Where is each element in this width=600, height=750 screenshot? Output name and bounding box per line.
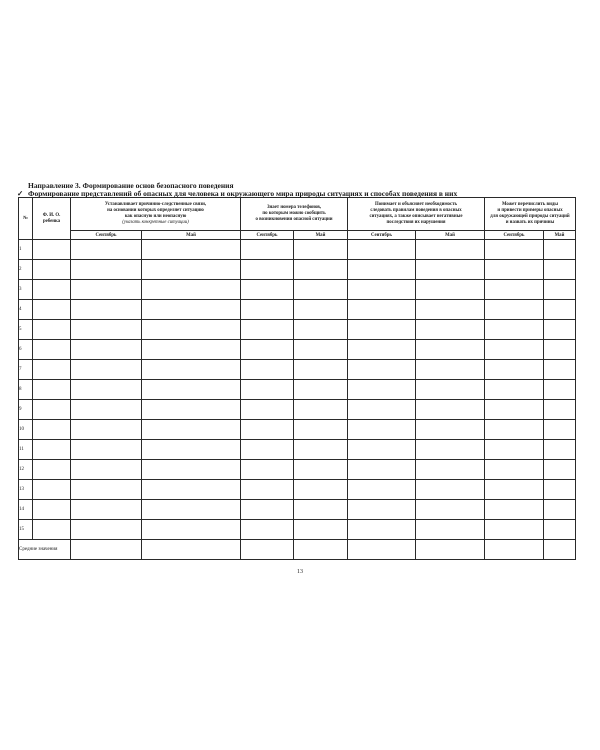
- score-cell[interactable]: [544, 420, 576, 440]
- criterion3-line2: следовать правилам поведения в опасных: [370, 208, 462, 213]
- score-cell[interactable]: [294, 460, 348, 480]
- score-cell[interactable]: [71, 340, 142, 360]
- score-cell[interactable]: [544, 320, 576, 340]
- score-cell[interactable]: [348, 280, 416, 300]
- score-cell[interactable]: [348, 340, 416, 360]
- score-cell[interactable]: [142, 380, 241, 400]
- table-row: [19, 380, 576, 400]
- score-cell[interactable]: [348, 300, 416, 320]
- score-cell[interactable]: [294, 500, 348, 520]
- score-cell[interactable]: [142, 340, 241, 360]
- average-cell[interactable]: [71, 540, 142, 560]
- score-cell[interactable]: [241, 280, 294, 300]
- child-name-cell[interactable]: [33, 480, 71, 500]
- table-row: [19, 420, 576, 440]
- score-cell[interactable]: [348, 380, 416, 400]
- row-number: 1: [19, 240, 33, 260]
- table-row: [19, 300, 576, 320]
- checkmark-icon: ✓: [17, 189, 24, 198]
- subheader-c3-september: Сентябрь: [348, 231, 416, 240]
- score-cell[interactable]: [241, 500, 294, 520]
- score-cell[interactable]: [71, 240, 142, 260]
- score-cell[interactable]: [485, 260, 544, 280]
- score-cell[interactable]: [241, 420, 294, 440]
- score-cell[interactable]: [348, 480, 416, 500]
- score-cell[interactable]: [71, 460, 142, 480]
- score-cell[interactable]: [485, 460, 544, 480]
- score-cell[interactable]: [544, 340, 576, 360]
- criterion2-line3: о возникновении опасной ситуации: [255, 217, 333, 222]
- criterion1-line1: Устанавливает причинно-следственные связи,: [104, 202, 207, 207]
- score-cell[interactable]: [485, 500, 544, 520]
- criterion2-line1: Знает номера телефонов,: [266, 205, 322, 210]
- score-cell[interactable]: [544, 280, 576, 300]
- child-name-cell[interactable]: [33, 420, 71, 440]
- score-cell[interactable]: [241, 240, 294, 260]
- row-number: 9: [19, 400, 33, 420]
- table-row: [19, 280, 576, 300]
- score-cell[interactable]: [348, 520, 416, 540]
- score-cell[interactable]: [544, 360, 576, 380]
- score-cell[interactable]: [544, 500, 576, 520]
- average-cell[interactable]: [294, 540, 348, 560]
- header-criterion-4: [485, 198, 576, 231]
- child-name-cell[interactable]: [33, 500, 71, 520]
- criterion2-line2: по которым можно сообщить: [262, 211, 326, 216]
- table-row: [19, 360, 576, 380]
- score-cell[interactable]: [71, 400, 142, 420]
- criterion1-line3: как опасную или неопасную: [124, 214, 187, 219]
- score-cell[interactable]: [544, 380, 576, 400]
- score-cell[interactable]: [294, 340, 348, 360]
- assessment-table: [18, 197, 576, 560]
- score-cell[interactable]: [71, 300, 142, 320]
- subheader-c1-may: Май: [142, 231, 241, 240]
- score-cell[interactable]: [294, 420, 348, 440]
- section-direction-heading: Направление 3. Формирование основ безопасного поведения: [28, 181, 234, 190]
- table-row: [19, 500, 576, 520]
- score-cell[interactable]: [416, 420, 485, 440]
- child-name-cell[interactable]: [33, 440, 71, 460]
- child-name-cell[interactable]: [33, 280, 71, 300]
- table-row: [19, 520, 576, 540]
- score-cell[interactable]: [416, 260, 485, 280]
- table-body: [19, 240, 576, 560]
- criterion3-line4: последствия их нарушения: [386, 220, 446, 225]
- score-cell[interactable]: [241, 260, 294, 280]
- score-cell[interactable]: [544, 480, 576, 500]
- table-row: [19, 340, 576, 360]
- header-child-name: [33, 198, 71, 240]
- row-number: 7: [19, 360, 33, 380]
- score-cell[interactable]: [294, 360, 348, 380]
- score-cell[interactable]: [485, 300, 544, 320]
- score-cell[interactable]: [241, 400, 294, 420]
- row-number: 5: [19, 320, 33, 340]
- score-cell[interactable]: [348, 460, 416, 480]
- score-cell[interactable]: [241, 380, 294, 400]
- row-number: 11: [19, 440, 33, 460]
- score-cell[interactable]: [485, 280, 544, 300]
- criterion1-line2: на основании которых определяет ситуацию: [107, 208, 204, 213]
- score-cell[interactable]: [485, 400, 544, 420]
- header-criterion-2: [241, 198, 348, 231]
- score-cell[interactable]: [241, 520, 294, 540]
- score-cell[interactable]: [416, 360, 485, 380]
- row-number: 3: [19, 280, 33, 300]
- table-row: [19, 460, 576, 480]
- score-cell[interactable]: [416, 520, 485, 540]
- score-cell[interactable]: [294, 520, 348, 540]
- score-cell[interactable]: [294, 380, 348, 400]
- criterion3-line1: Понимает и объясняет необходимость: [375, 202, 457, 207]
- score-cell[interactable]: [71, 320, 142, 340]
- score-cell[interactable]: [544, 520, 576, 540]
- score-cell[interactable]: [348, 400, 416, 420]
- average-cell[interactable]: [485, 540, 544, 560]
- score-cell[interactable]: [416, 320, 485, 340]
- score-cell[interactable]: [142, 480, 241, 500]
- score-cell[interactable]: [142, 360, 241, 380]
- subheader-c4-september: Сентябрь: [485, 231, 544, 240]
- score-cell[interactable]: [294, 400, 348, 420]
- score-cell[interactable]: [348, 240, 416, 260]
- header-criterion-3: [348, 198, 485, 231]
- score-cell[interactable]: [485, 520, 544, 540]
- subheader-c2-may: Май: [294, 231, 348, 240]
- score-cell[interactable]: [142, 500, 241, 520]
- subheader-c1-september: Сентябрь: [71, 231, 142, 240]
- criterion4-line3: для окружающей природы ситуаций: [490, 214, 570, 219]
- score-cell[interactable]: [142, 320, 241, 340]
- subheader-c2-september: Сентябрь: [241, 231, 294, 240]
- child-name-cell[interactable]: [33, 360, 71, 380]
- score-cell[interactable]: [348, 440, 416, 460]
- score-cell[interactable]: [294, 280, 348, 300]
- child-name-cell[interactable]: [33, 320, 71, 340]
- score-cell[interactable]: [416, 480, 485, 500]
- score-cell[interactable]: [142, 400, 241, 420]
- average-cell[interactable]: [544, 540, 576, 560]
- score-cell[interactable]: [544, 460, 576, 480]
- score-cell[interactable]: [485, 320, 544, 340]
- score-cell[interactable]: [544, 400, 576, 420]
- average-cell[interactable]: [142, 540, 241, 560]
- score-cell[interactable]: [241, 300, 294, 320]
- score-cell[interactable]: [241, 360, 294, 380]
- score-cell[interactable]: [71, 440, 142, 460]
- score-cell[interactable]: [241, 460, 294, 480]
- row-number: 12: [19, 460, 33, 480]
- score-cell[interactable]: [294, 480, 348, 500]
- score-cell[interactable]: [142, 260, 241, 280]
- average-cell[interactable]: [416, 540, 485, 560]
- subheader-c3-may: Май: [416, 231, 485, 240]
- criterion4-line1: Может перечислить виды: [501, 202, 559, 207]
- score-cell[interactable]: [485, 360, 544, 380]
- score-cell[interactable]: [294, 300, 348, 320]
- score-cell[interactable]: [485, 480, 544, 500]
- header-criterion-1: [71, 198, 241, 231]
- score-cell[interactable]: [416, 240, 485, 260]
- score-cell[interactable]: [544, 440, 576, 460]
- score-cell[interactable]: [71, 520, 142, 540]
- score-cell[interactable]: [294, 320, 348, 340]
- score-cell[interactable]: [142, 280, 241, 300]
- table-row: [19, 320, 576, 340]
- score-cell[interactable]: [348, 360, 416, 380]
- score-cell[interactable]: [416, 280, 485, 300]
- score-cell[interactable]: [416, 460, 485, 480]
- score-cell[interactable]: [71, 480, 142, 500]
- score-cell[interactable]: [294, 240, 348, 260]
- score-cell[interactable]: [544, 240, 576, 260]
- criterion1-line4: (указать конкретные ситуации): [122, 220, 189, 225]
- score-cell[interactable]: [485, 420, 544, 440]
- score-cell[interactable]: [485, 340, 544, 360]
- score-cell[interactable]: [485, 240, 544, 260]
- row-number: 6: [19, 340, 33, 360]
- score-cell[interactable]: [241, 320, 294, 340]
- score-cell[interactable]: [71, 380, 142, 400]
- score-cell[interactable]: [416, 440, 485, 460]
- table-row: [19, 440, 576, 460]
- row-number: 14: [19, 500, 33, 520]
- average-label: Средние значения: [19, 540, 71, 560]
- table-row: [19, 240, 576, 260]
- average-cell[interactable]: [348, 540, 416, 560]
- score-cell[interactable]: [241, 440, 294, 460]
- score-cell[interactable]: [416, 380, 485, 400]
- score-cell[interactable]: [348, 260, 416, 280]
- score-cell[interactable]: [348, 500, 416, 520]
- score-cell[interactable]: [71, 500, 142, 520]
- score-cell[interactable]: [142, 460, 241, 480]
- score-cell[interactable]: [294, 440, 348, 460]
- row-number: 15: [19, 520, 33, 540]
- row-number: 8: [19, 380, 33, 400]
- score-cell[interactable]: [416, 500, 485, 520]
- table-row: [19, 400, 576, 420]
- child-name-cell[interactable]: [33, 340, 71, 360]
- score-cell[interactable]: [142, 240, 241, 260]
- criterion3-line3: ситуациях, а также описывает негативные: [369, 214, 463, 219]
- table-row: [19, 260, 576, 280]
- table-subheader-row: [19, 231, 576, 240]
- score-cell[interactable]: [348, 420, 416, 440]
- score-cell[interactable]: [142, 420, 241, 440]
- score-cell[interactable]: [142, 520, 241, 540]
- child-name-cell[interactable]: [33, 400, 71, 420]
- score-cell[interactable]: [485, 380, 544, 400]
- score-cell[interactable]: [71, 260, 142, 280]
- score-cell[interactable]: [544, 260, 576, 280]
- score-cell[interactable]: [241, 340, 294, 360]
- page-number: 13: [297, 569, 303, 575]
- score-cell[interactable]: [142, 300, 241, 320]
- child-name-cell[interactable]: [33, 260, 71, 280]
- child-name-cell[interactable]: [33, 460, 71, 480]
- score-cell[interactable]: [485, 440, 544, 460]
- average-row: [19, 540, 576, 560]
- table-header-row: [19, 198, 576, 231]
- row-number: 4: [19, 300, 33, 320]
- header-child-name-line1: Ф. И. О.: [42, 212, 61, 218]
- score-cell[interactable]: [416, 300, 485, 320]
- score-cell[interactable]: [416, 400, 485, 420]
- child-name-cell[interactable]: [33, 240, 71, 260]
- header-number: №: [19, 198, 33, 240]
- child-name-cell[interactable]: [33, 300, 71, 320]
- score-cell[interactable]: [71, 360, 142, 380]
- score-cell[interactable]: [294, 260, 348, 280]
- criterion4-line2: и привести примеры опасных: [497, 208, 563, 213]
- score-cell[interactable]: [241, 480, 294, 500]
- score-cell[interactable]: [348, 320, 416, 340]
- score-cell[interactable]: [71, 420, 142, 440]
- row-number: 13: [19, 480, 33, 500]
- row-number: 2: [19, 260, 33, 280]
- formation-heading-text: Формирование представлений об опасных для человека и окружающего мира природы ситуациях и способах поведения в них: [28, 189, 458, 198]
- child-name-cell[interactable]: [33, 380, 71, 400]
- criterion4-line4: и назвать их причины: [505, 220, 555, 225]
- table-row: [19, 480, 576, 500]
- average-cell[interactable]: [241, 540, 294, 560]
- child-name-cell[interactable]: [33, 520, 71, 540]
- score-cell[interactable]: [71, 280, 142, 300]
- score-cell[interactable]: [544, 300, 576, 320]
- row-number: 10: [19, 420, 33, 440]
- score-cell[interactable]: [142, 440, 241, 460]
- header-child-name-line2: ребенка: [42, 218, 61, 224]
- score-cell[interactable]: [416, 340, 485, 360]
- subheader-c4-may: Май: [544, 231, 576, 240]
